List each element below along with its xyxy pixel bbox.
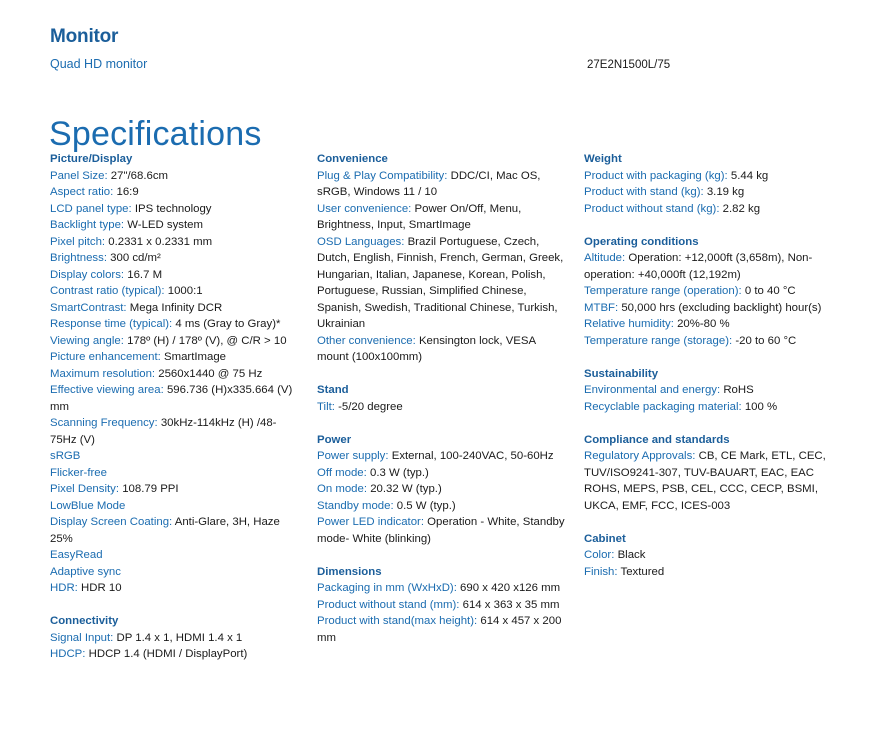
spec-label: Color: (584, 549, 615, 561)
spec-label: Temperature range (operation): (584, 285, 742, 297)
spec-value: 2560x1440 @ 75 Hz (158, 367, 263, 380)
section-heading: Connectivity (50, 615, 119, 627)
spec-item (317, 580, 567, 597)
spec-label: Other convenience: (317, 334, 416, 347)
spec-item (317, 465, 567, 482)
spec-label: Finish: (584, 565, 618, 578)
spec-item (317, 333, 567, 366)
spec-label: Environmental and energy: (584, 384, 721, 396)
spec-item (50, 217, 300, 234)
spec-label: MTBF: (584, 301, 619, 314)
spec-section-connectivity (50, 613, 300, 663)
spec-item (50, 234, 300, 251)
spec-label: Relative humidity: (584, 318, 674, 330)
spec-item (50, 498, 300, 515)
spec-item (317, 498, 567, 515)
spec-value: 2.82 kg (722, 202, 761, 215)
spec-label: Signal Input: (50, 631, 114, 644)
header-subtitle: Quad HD monitor (50, 57, 148, 71)
spec-value: Operation - White, Standby mode- White (blinking) (317, 516, 565, 545)
spec-value: Anti-Glare, 3H, Haze 25% (50, 516, 280, 545)
spec-label: Panel Size: (50, 169, 108, 182)
spec-value: 0 to 40 °C (744, 285, 796, 297)
spec-label: Power supply: (317, 450, 389, 462)
spec-item (50, 514, 300, 547)
spec-value: IPS technology (134, 202, 212, 215)
spec-item (50, 300, 300, 317)
spec-section-cabinet (584, 531, 844, 581)
spec-label: Product with packaging (kg): (584, 169, 728, 182)
spec-label: SmartContrast: (50, 301, 127, 314)
spec-item (584, 547, 844, 564)
spec-item (50, 184, 300, 201)
spec-item (50, 415, 300, 448)
spec-label: Maximum resolution: (50, 367, 156, 380)
section-heading: Cabinet (584, 532, 626, 545)
spec-label: Effective viewing area: (50, 384, 164, 396)
spec-section-picture-display (50, 151, 300, 597)
page-title: Specifications (49, 114, 262, 153)
spec-label: On mode: (317, 483, 368, 495)
spec-label: LCD panel type: (50, 202, 132, 215)
spec-item (584, 184, 844, 201)
spec-label: Aspect ratio: (50, 186, 114, 198)
spec-label: Product with stand (kg): (584, 186, 704, 198)
section-heading: Picture/Display (50, 153, 133, 165)
spec-column-3 (584, 151, 844, 597)
spec-section-dimensions (317, 564, 567, 647)
spec-value: 16.7 M (127, 268, 163, 281)
spec-label: OSD Languages: (317, 235, 405, 248)
spec-value: HDCP 1.4 (HDMI / DisplayPort) (88, 648, 248, 660)
spec-section-stand (317, 382, 567, 415)
spec-value: SmartImage (163, 351, 227, 363)
section-heading: Weight (584, 153, 622, 165)
spec-value: 5.44 kg (730, 169, 769, 182)
spec-item (317, 201, 567, 234)
spec-item (584, 168, 844, 185)
spec-item (50, 201, 300, 218)
spec-item (584, 564, 844, 581)
section-heading: Stand (317, 384, 349, 396)
spec-label: Pixel pitch: (50, 235, 106, 248)
spec-value: 690 x 420 x126 mm (460, 582, 561, 594)
spec-item (317, 399, 567, 416)
spec-section-operating-conditions (584, 234, 844, 350)
spec-value: 178º (H) / 178º (V), @ C/R > 10 (127, 334, 287, 347)
spec-value: 1000:1 (167, 285, 203, 297)
spec-label: Contrast ratio (typical): (50, 285, 165, 297)
spec-value: 16:9 (116, 186, 139, 198)
spec-label: Power LED indicator: (317, 516, 424, 528)
spec-item (317, 448, 567, 465)
spec-value: Black (617, 549, 646, 561)
spec-item (50, 382, 300, 415)
spec-value: 27"/68.6cm (110, 169, 169, 182)
spec-label: Picture enhancement: (50, 351, 161, 363)
spec-value: 50,000 hrs (excluding backlight) hour(s) (621, 301, 822, 314)
spec-item (584, 250, 844, 283)
spec-label: Response time (typical): (50, 318, 173, 330)
spec-label: Backlight type: (50, 219, 125, 231)
spec-value: Power On/Off, Menu, Brightness, Input, SmartImage (317, 202, 522, 231)
spec-label: Altitude: (584, 252, 626, 264)
spec-value: W-LED system (127, 219, 203, 231)
spec-value: Brazil Portuguese, Czech, Dutch, English, Finnish, French, German, Greek, Hungarian, Italian, Japanese, Korean, Polish, Portuguese, Russian, Simplified Chinese, Spanish, Swedish, Traditional Chinese, Turkish, Ukrainian (317, 235, 564, 330)
spec-item (50, 250, 300, 267)
spec-item (50, 564, 300, 581)
spec-section-weight (584, 151, 844, 217)
spec-value: 0.5 W (typ.) (396, 499, 456, 512)
spec-item (50, 630, 300, 647)
spec-label: Pixel Density: (50, 483, 120, 495)
spec-item (584, 316, 844, 333)
spec-label: Tilt: (317, 400, 335, 413)
model-number: 27E2N1500L/75 (587, 59, 671, 71)
spec-item (50, 465, 300, 482)
spec-label: Plug & Play Compatibility: (317, 169, 448, 182)
spec-label: Display Screen Coating: (50, 516, 173, 528)
spec-label: EasyRead (50, 549, 103, 561)
spec-section-sustainability (584, 366, 844, 416)
spec-label: Product with stand(max height): (317, 615, 478, 627)
spec-value: DP 1.4 x 1, HDMI 1.4 x 1 (116, 631, 243, 644)
spec-value: 3.19 kg (706, 186, 745, 198)
spec-section-power (317, 432, 567, 548)
header-title: Monitor (50, 26, 119, 47)
spec-item (584, 201, 844, 218)
spec-value: 30kHz-114kHz (H) /48-75Hz (V) (50, 417, 277, 446)
spec-label: Packaging in mm (WxHxD): (317, 582, 457, 594)
spec-label: Adaptive sync (50, 565, 121, 578)
section-heading: Compliance and standards (584, 433, 730, 446)
spec-value: DDC/CI, Mac OS, sRGB, Windows 11 / 10 (317, 169, 541, 198)
spec-item (317, 234, 567, 333)
section-heading: Dimensions (317, 565, 382, 578)
spec-item (50, 168, 300, 185)
spec-label: LowBlue Mode (50, 499, 126, 512)
spec-item (50, 448, 300, 465)
spec-label: Flicker-free (50, 466, 107, 479)
spec-label: Brightness: (50, 252, 107, 264)
section-heading: Operating conditions (584, 235, 699, 248)
spec-item (50, 366, 300, 383)
spec-item (50, 283, 300, 300)
spec-section-compliance-and-standards (584, 432, 844, 515)
spec-item (584, 448, 844, 514)
spec-value: 0.2331 x 0.2331 mm (108, 235, 213, 248)
section-heading: Sustainability (584, 367, 659, 380)
spec-label: HDR: (50, 582, 78, 594)
spec-value: Textured (620, 565, 665, 578)
spec-item (317, 168, 567, 201)
spec-label: User convenience: (317, 202, 412, 215)
spec-item (317, 514, 567, 547)
spec-value: 596.736 (H)x335.664 (V) mm (50, 384, 293, 413)
spec-label: Viewing angle: (50, 334, 124, 347)
spec-value: 100 % (744, 400, 778, 413)
spec-item (584, 382, 844, 399)
spec-item (50, 481, 300, 498)
spec-item (317, 597, 567, 614)
spec-item (317, 613, 567, 646)
spec-item (50, 580, 300, 597)
spec-label: Regulatory Approvals: (584, 450, 696, 462)
spec-item (50, 646, 300, 663)
spec-value: 20%-80 % (677, 318, 730, 330)
spec-item (584, 300, 844, 317)
spec-item (50, 349, 300, 366)
spec-label: Product without stand (kg): (584, 202, 720, 215)
spec-label: Scanning Frequency: (50, 417, 158, 429)
spec-item (50, 267, 300, 284)
spec-value: 4 ms (Gray to Gray)* (175, 318, 281, 330)
spec-value: CB, CE Mark, ETL, CEC, TUV/ISO9241-307, TUV-BAUART, EAC, EAC ROHS, MEPS, PSB, CEL, CCC, CECP, BSMI, UKCA, EMF, FCC, ICES-003 (584, 450, 826, 512)
spec-value: 614 x 457 x 200 mm (317, 615, 562, 644)
spec-item (50, 316, 300, 333)
spec-column-2 (317, 151, 567, 663)
spec-label: Display colors: (50, 268, 125, 281)
spec-value: Operation: +12,000ft (3,658m), Non-operation: +40,000ft (12,192m) (584, 252, 813, 281)
spec-value: Mega Infinity DCR (129, 301, 223, 314)
spec-item (584, 333, 844, 350)
spec-section-convenience (317, 151, 567, 366)
spec-value: -5/20 degree (338, 400, 403, 413)
spec-item (584, 283, 844, 300)
spec-label: Temperature range (storage): (584, 334, 733, 347)
spec-value: 108.79 PPI (122, 483, 179, 495)
section-heading: Power (317, 433, 352, 446)
spec-value: Kensington lock, VESA mount (100x100mm) (317, 334, 536, 363)
spec-value: 20.32 W (typ.) (370, 483, 442, 495)
spec-label: Recyclable packaging material: (584, 400, 742, 413)
spec-value: RoHS (723, 384, 754, 396)
spec-label: Standby mode: (317, 499, 394, 512)
spec-label: Product without stand (mm): (317, 598, 460, 611)
spec-item (584, 399, 844, 416)
spec-label: sRGB (50, 450, 81, 462)
spec-value: -20 to 60 °C (735, 334, 797, 347)
spec-item (50, 547, 300, 564)
spec-label: HDCP: (50, 648, 86, 660)
spec-value: 300 cd/m² (110, 252, 161, 264)
spec-item (50, 333, 300, 350)
section-heading: Convenience (317, 153, 388, 165)
spec-value: 0.3 W (typ.) (369, 466, 429, 479)
spec-value: External, 100-240VAC, 50-60Hz (391, 450, 554, 462)
spec-value: 614 x 363 x 35 mm (462, 598, 560, 611)
spec-value: HDR 10 (81, 582, 122, 594)
spec-label: Off mode: (317, 466, 367, 479)
spec-column-1 (50, 151, 300, 679)
spec-item (317, 481, 567, 498)
